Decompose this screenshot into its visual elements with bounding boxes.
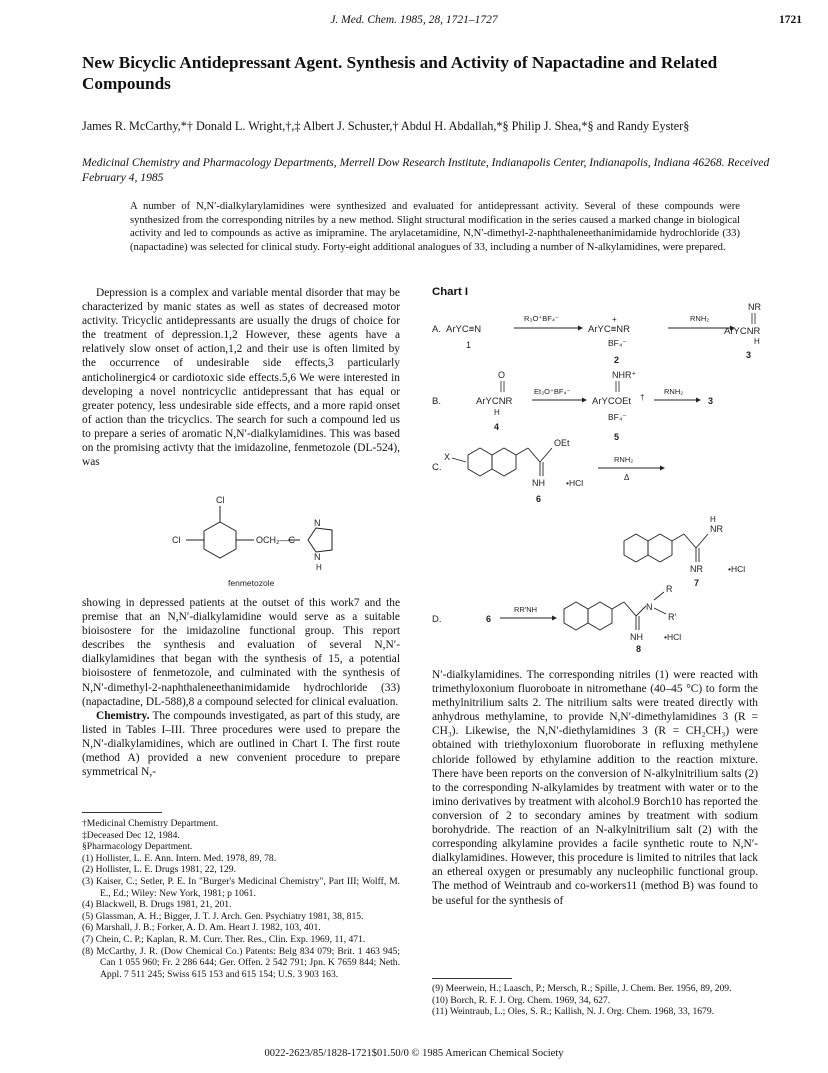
svg-text:†: † [640,393,645,402]
footnotes-right [432,983,758,1018]
amidine: ArYCNR [724,326,761,337]
svg-text:H: H [494,408,500,417]
reference: (2) Hollister, L. E. Drugs 1981, 22, 129. [82,864,236,876]
footnotes-left [82,818,400,980]
nitrilium-salt: ArYC≡NR [588,324,630,335]
svg-text:•HCl: •HCl [566,478,584,488]
compound-5: 5 [614,432,620,442]
chemistry-heading: Chemistry. [96,709,150,722]
svg-text:OEt: OEt [554,438,570,448]
reference: (10) Borch, R. F. J. Org. Chem. 1969, 34, 627. [432,994,611,1006]
svg-text:NR: NR [748,302,761,312]
reference: (11) Weintraub, L.; Oles, S. R.; Kallish, N. J. Org. Chem. 1968, 33, 1679. [432,1006,715,1018]
svg-text:H: H [754,337,760,346]
row-d-label: D. [432,614,442,625]
svg-text:BF₄⁻: BF₄⁻ [608,412,627,422]
svg-text:R: R [666,584,673,594]
svg-text:NR: NR [710,524,723,534]
svg-text:H: H [316,563,322,572]
svg-text:•HCl: •HCl [664,632,682,642]
author-list: James R. McCarthy,*† Donald L. Wright,†,‡ Albert J. Schuster,† Abdul H. Abdallah,*§ Philip J. Shea,*§ and Randy Eyster§ [82,119,690,133]
intro-paragraph-1 [82,286,400,469]
row-c-label: C. [432,462,442,473]
svg-text:3: 3 [708,396,714,406]
chemistry-text-2: N′-dialkylamidines. The corresponding nitriles (1) were reacted with trimethyloxonium fluoroboate in nitromethane (40–45 °C) to form the methylnitrilium salts 2. The nitrilium salts were treated directly with anhydrous methylamine, to provide N,N′-dimethylamidines 3 (R = CH₃). Likewise, the N,N′-diethylamidines 3 (R = CH₂CH₃) were obtained with triethyloxonium fluoroborate in refluxing methylene chloride followed by ethylamine addition to the reaction mixture. There have been reports on the conversion of N-alkylnitrilium salts (2) to the corresponding N-alkylamides by treatment with water or to the imino derivatives by treatment with alcohol.9 Borch10 has reported the conversion of 2 to secondary amines by treatment with sodium borohydride. The reaction of an N-alkylnitrilium salt (2) with the corresponding alkylamine provides a facile synthetic route to N,N′-dialkylamidines. However, this procedure is limited to nitriles that lack an ethereal oxygen or presumably any nucleophilic functional group. The method of Weintraub and co-workers11 (method B) was found to be useful for the synthesis of [432,669,758,907]
page-number: 1721 [779,14,802,26]
intro-text-1: Depression is a complex and variable mental disorder that may be characterized by manic states as well as states of decreased motor activity. Tricyclic antidepressants are usually the drugs of choice for the treatment of depression.1,2 However, these agents have a relatively slow onset of action,1,2 and their use is often limited by the occurrence of undesirable side effects,3 particularly anticholinergic4 or cardiotoxic side effects.5,6 We were interested in developing a novel nontricyclic antidepressant that has equal or greater potency, less undesirable side effects, and a more rapid onset of action than the tricyclics. The search for such a compound led us to prepare a series of aromatic N,N′-dialkylamidines. This was based on the promising activty that the imidazoline, fenmetozole (DL-524), was [82,287,400,469]
intro-text-2: showing in depressed patients at the outset of this work7 and the premise that an N,N′-dialkylamidine would serve as a suitable bioisostere for the imidazoline functional group. This report describes the synthesis and evaluation of several N,N′-dialkylamidines that began with the synthesis of 15, a potential bioisostere of fenmetozole, and culminated with the synthesis of N,N′-dimethyl-2-naphthaleneethanimidamide hydrochloride (33) (napactadine, DL-588),8 a compound selected for clinical evaluation. [82,597,400,708]
footnote: §Pharmacology Department. [82,841,193,853]
compound-1: 1 [466,340,472,350]
svg-text:BF₄⁻: BF₄⁻ [608,338,627,348]
chemistry-paragraph [432,668,758,908]
reference: (9) Meerwein, H.; Laasch, P.; Mersch, R.; Spille, J. Chem. Ber. 1956, 89, 209. [432,983,732,994]
reagent-secondary-amine: RR′NH [514,605,538,614]
reference: (7) Chein, C. P.; Kaplan, R. M. Curr. Ther. Res., Clin. Exp. 1969, 11, 471. [82,933,366,945]
svg-text:NH: NH [630,632,643,642]
compound-7: 7 [694,578,700,588]
imidazoline-ring [308,528,332,552]
fenmetozole-structure [160,492,360,592]
compound-2: 2 [614,355,620,365]
svg-text:Cl: Cl [216,495,225,505]
reference: (8) McCarthy, J. R. (Dow Chemical Co.) Patents: Belg 834 079; Brit. 1 463 945; Can 1 055 960; Fr. 2 286 644; Ger. Offen. 2 542 791; Jpn. K 7659 844; Neth. Appl. 7 511 245; Swiss 615 153 and 615 154; U.S. 3 903 163. [82,945,400,980]
svg-text:RNH₂: RNH₂ [614,455,634,464]
footnote-rule-left [82,812,162,813]
svg-text:Cl: Cl [172,535,181,545]
svg-text:6: 6 [486,614,492,624]
svg-text:O: O [498,370,506,380]
reagent-triethyloxonium: Et₃O⁺BF₄⁻ [534,387,571,396]
footnote-rule-right [432,978,512,979]
svg-text:N: N [646,602,653,612]
svg-text:R′: R′ [668,612,677,622]
chart-title: Chart I [432,286,469,298]
svg-text:N: N [314,552,321,562]
nitrile: ArYC≡N [446,324,482,335]
svg-text:NH: NH [532,478,545,488]
reagent-amine: RNH₂ [690,314,710,323]
reference: (3) Kaiser, C.; Setler, P. E. In "Burger's Medicinal Chemistry", Part III; Wolff, M. E., Ed.; Wiley: New York, 1981; p 1061. [82,875,400,899]
svg-text:OCH₂—C: OCH₂—C [256,535,295,545]
compound-3: 3 [746,350,752,360]
svg-text:H: H [710,515,716,524]
reagent-oxonium: R₃O⁺BF₄⁻ [524,314,559,323]
row-a-label: A. [432,324,441,335]
chemistry-text: The compounds investigated, as part of this study, are listed in Tables I–III. Three procedures were used to prepare the N,N′-dialkylamidines, which are outlined in Chart I. The first route (method A) provided a new convenient procedure to prepare symmetrical N,- [82,709,400,779]
reference: (5) Glassman, A. H.; Bigger, J. T. J. Arch. Gen. Psychiatry 1981, 38, 815. [82,910,364,922]
svg-text:+: + [612,315,617,324]
footnote: †Medicinal Chemistry Department. [82,818,219,829]
naphthalene-6 [468,448,552,476]
amide: ArYCNR [476,396,513,407]
running-header: J. Med. Chem. 1985, 28, 1721–1727 [330,14,498,26]
row-b-label: B. [432,396,441,407]
fenmetozole-label: fenmetozole [228,578,275,588]
chart-i-schemes [428,296,768,652]
abstract: A number of N,N′-dialkylarylamidines were synthesized and evaluated for antidepressant activity. Several of these compounds were synthesized from the corresponding nitriles by a new method. Slight structural modification in the series caused a marked change in biological activity and led to compounds as active as imipramine. The arylacetamidine, N,N′-dimethyl-2-naphthaleneethanimidamide hydrochloride (33) (napactadine) was selected for clinical study. Forty-eight additional analogues of 33, including a number of N-alkylamidines, were prepared. [130,201,740,253]
svg-text:X: X [444,452,451,462]
svg-text:RNH₂: RNH₂ [664,387,684,396]
imidate-salt: ArYCOEt [592,396,632,407]
copyright-line: 0022-2623/85/1828-1721$01.50/0 © 1985 American Chemical Society [264,1048,564,1059]
benzene-ring [204,522,236,558]
article-title: New Bicyclic Antidepressant Agent. Synthesis and Activity of Napactadine and Related Compounds [82,53,718,93]
reference: (4) Blackwell, B. Drugs 1981, 21, 201. [82,899,232,911]
naphthalene-7 [624,534,708,562]
compound-6: 6 [536,494,542,504]
svg-text:Δ: Δ [624,473,630,482]
intro-paragraph-2 [82,596,400,779]
compound-4: 4 [494,422,500,432]
footnote: ‡Deceased Dec 12, 1984. [82,829,180,841]
svg-text:N: N [314,518,321,528]
reference: (6) Marshall, J. B.; Forker, A. D. Am. Heart J. 1982, 103, 401. [82,922,321,934]
affiliation: Medicinal Chemistry and Pharmacology Departments, Merrell Dow Research Institute, Indianapolis Center, Indianapolis, Indiana 46268. Received February 4, 1985 [82,156,770,184]
svg-text:NHR⁺: NHR⁺ [612,370,637,380]
svg-text:•HCl: •HCl [728,564,746,574]
svg-text:NR: NR [690,564,703,574]
reference: (1) Hollister, L. E. Ann. Intern. Med. 1978, 89, 78. [82,852,277,864]
compound-8: 8 [636,644,642,652]
